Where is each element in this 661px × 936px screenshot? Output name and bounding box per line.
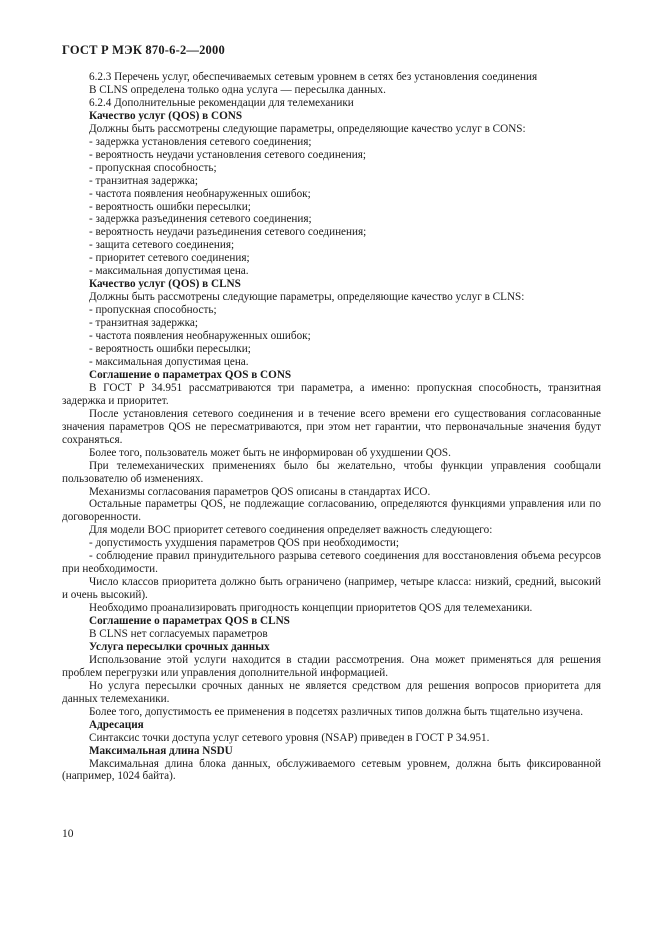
list-item: - пропускная способность; [89, 304, 217, 317]
paragraph: 6.2.3 Перечень услуг, обеспечиваемых сетевым уровнем в сетях без установления соединения [89, 71, 538, 83]
paragraph: Но услуга пересылки срочных данных не является средством для решения вопросов приоритета для данных телемеханики. [62, 679, 601, 705]
document-body [62, 71, 601, 783]
paragraph: Более того, пользователь может быть не информирован об ухудшении QOS. [89, 446, 451, 459]
paragraph: Максимальная длина блока данных, обслуживаемого сетевым уровнем, должна быть фиксированной (например, 1024 байта). [62, 757, 601, 783]
paragraph: Использование этой услуги находится в стадии рассмотрения. Она может применяться для решения проблем перегрузки или управления дополнительной информацией. [62, 653, 601, 679]
section-heading: Максимальная длина NSDU [89, 744, 233, 757]
list-item: - частота появления необнаруженных ошибок; [89, 187, 311, 200]
paragraph: Должны быть рассмотрены следующие параметры, определяющие качество услуг в CONS: [89, 122, 526, 135]
list-item: - транзитная задержка; [89, 317, 198, 330]
paragraph: Синтаксис точки доступа услуг сетевого уровня (NSAP) приведен в ГОСТ Р 34.951. [89, 731, 490, 744]
list-item: - приоритет сетевого соединения; [89, 252, 250, 265]
list-item: - задержка разъединения сетевого соединения; [89, 213, 312, 226]
paragraph: Должны быть рассмотрены следующие параметры, определяющие качество услуг в CLNS: [89, 291, 525, 304]
paragraph: Более того, допустимость ее применения в подсетях различных типов должна быть тщательно изучена. [89, 705, 584, 718]
paragraph: В CLNS определена только одна услуга — пересылка данных. [89, 83, 386, 96]
list-item: - частота появления необнаруженных ошибок; [89, 330, 311, 343]
list-item: - вероятность неудачи установления сетевого соединения; [89, 148, 367, 161]
list-item: - максимальная допустимая цена. [89, 265, 249, 278]
section-heading: Качество услуг (QOS) в CONS [89, 109, 243, 122]
list-item: - задержка установления сетевого соединения; [89, 135, 312, 148]
list-item: - транзитная задержка; [89, 174, 198, 187]
paragraph: После установления сетевого соединения и в течение всего времени его существования согласованные значения параметров QOS не пересматриваются, при этом нет гарантии, что первоначальные значения будут сохраняться. [62, 407, 601, 446]
section-heading: Соглашение о параметрах QOS в CLNS [89, 615, 290, 628]
document-header: ГОСТ Р МЭК 870-6-2—2000 [62, 43, 225, 57]
list-item: - максимальная допустимая цена. [89, 355, 249, 368]
list-item: - вероятность ошибки пересылки; [89, 200, 251, 213]
paragraph: Необходимо проанализировать пригодность концепции приоритетов QOS для телемеханики. [89, 602, 533, 615]
section-heading: Адресация [89, 718, 144, 731]
paragraph: Остальные параметры QOS, не подлежащие согласованию, определяются функциями управления или по договоренности. [62, 498, 601, 524]
paragraph: 6.2.4 Дополнительные рекомендации для телемеханики [89, 96, 354, 109]
list-item: - пропускная способность; [89, 161, 217, 174]
page-number: 10 [62, 828, 74, 840]
list-item: - защита сетевого соединения; [89, 239, 235, 252]
paragraph: Для модели ВОС приоритет сетевого соединения определяет важность следующего: [89, 524, 493, 537]
section-heading: Услуга пересылки срочных данных [89, 640, 270, 653]
list-item: - допустимость ухудшения параметров QOS при необходимости; [89, 537, 399, 550]
section-heading: Соглашение о параметрах QOS в CONS [89, 368, 292, 381]
paragraph: При телемеханических применениях было бы желательно, чтобы функции управления сообщали пользователю об изменениях. [62, 459, 601, 485]
list-item: - вероятность неудачи разъединения сетевого соединения; [89, 226, 367, 239]
paragraph: Число классов приоритета должно быть ограничено (например, четыре класса: низкий, средний, высокий и очень высокий). [62, 576, 601, 602]
paragraph: В CLNS нет согласуемых параметров [89, 627, 268, 640]
section-heading: Качество услуг (QOS) в CLNS [89, 278, 241, 291]
paragraph: В ГОСТ Р 34.951 рассматриваются три параметра, а именно: пропускная способность, транзитная задержка и приоритет. [62, 381, 601, 407]
paragraph: - соблюдение правил принудительного разрыва сетевого соединения для восстановления объема ресурсов при необходимости. [62, 550, 601, 576]
list-item: - вероятность ошибки пересылки; [89, 343, 251, 356]
paragraph: Механизмы согласования параметров QOS описаны в стандартах ИСО. [89, 485, 431, 498]
